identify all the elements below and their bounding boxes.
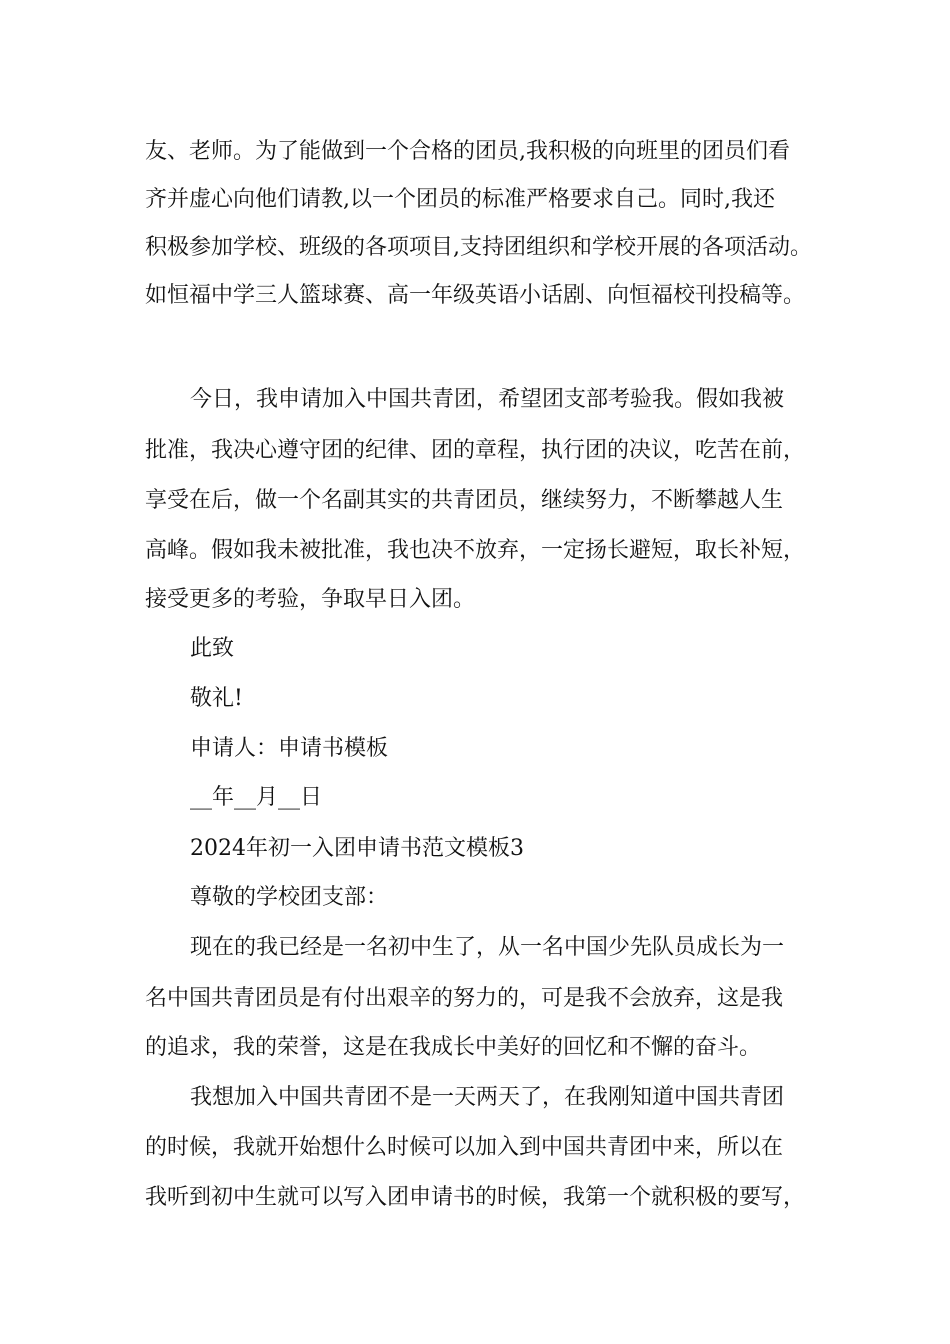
paragraph-3-line-2: 名中国共青团员是有付出艰辛的努力的，可是我不会放弃，这是我 — [145, 986, 784, 1011]
paragraph-4-line-1: 我想加入中国共青团不是一天两天了，在我刚知道中国共青团 — [190, 1085, 785, 1110]
section-heading: 2024年初一入团申请书范文模板3 — [190, 836, 524, 861]
paragraph-2-line-4: 高峰。假如我未被批准，我也决不放弃，一定扬长避短，取长补短， — [145, 538, 806, 563]
paragraph-1-line-1: 友、老师。为了能做到一个合格的团员,我积极的向班里的团员们看 — [145, 139, 790, 164]
paragraph-2-line-2: 批准，我决心遵守团的纪律、团的章程，执行团的决议，吃苦在前， — [145, 438, 806, 463]
closing-text: 此致 — [190, 636, 235, 661]
paragraph-4-line-3: 我听到初中生就可以写入团申请书的时候，我第一个就积极的要写， — [145, 1185, 806, 1210]
paragraph-1-line-3: 积极参加学校、班级的各项项目,支持团组织和学校开展的各项活动。 — [145, 235, 812, 260]
paragraph-1-line-2: 齐并虚心向他们请教,以一个团员的标准严格要求自己。同时,我还 — [145, 187, 775, 212]
paragraph-3-line-1: 现在的我已经是一名初中生了，从一名中国少先队员成长为一 — [190, 935, 785, 960]
paragraph-4-line-2: 的时候，我就开始想什么时候可以加入到中国共青团中来，所以在 — [145, 1135, 784, 1160]
date-line: __年__月__日 — [190, 785, 323, 810]
greeting-line: 尊敬的学校团支部： — [190, 885, 389, 910]
salute-text: 敬礼! — [190, 686, 243, 711]
applicant-line: 申请人：申请书模板 — [190, 736, 389, 761]
paragraph-1-line-4: 如恒福中学三人篮球赛、高一年级英语小话剧、向恒福校刊投稿等。 — [145, 283, 806, 308]
paragraph-2-line-3: 享受在后，做一个名副其实的共青团员，继续努力，不断攀越人生 — [145, 488, 784, 513]
paragraph-2-line-5: 接受更多的考验，争取早日入团。 — [145, 587, 476, 612]
paragraph-3-line-3: 的追求，我的荣誉，这是在我成长中美好的回忆和不懈的奋斗。 — [145, 1035, 762, 1060]
paragraph-2-line-1: 今日，我申请加入中国共青团，希望团支部考验我。假如我被 — [190, 387, 785, 412]
